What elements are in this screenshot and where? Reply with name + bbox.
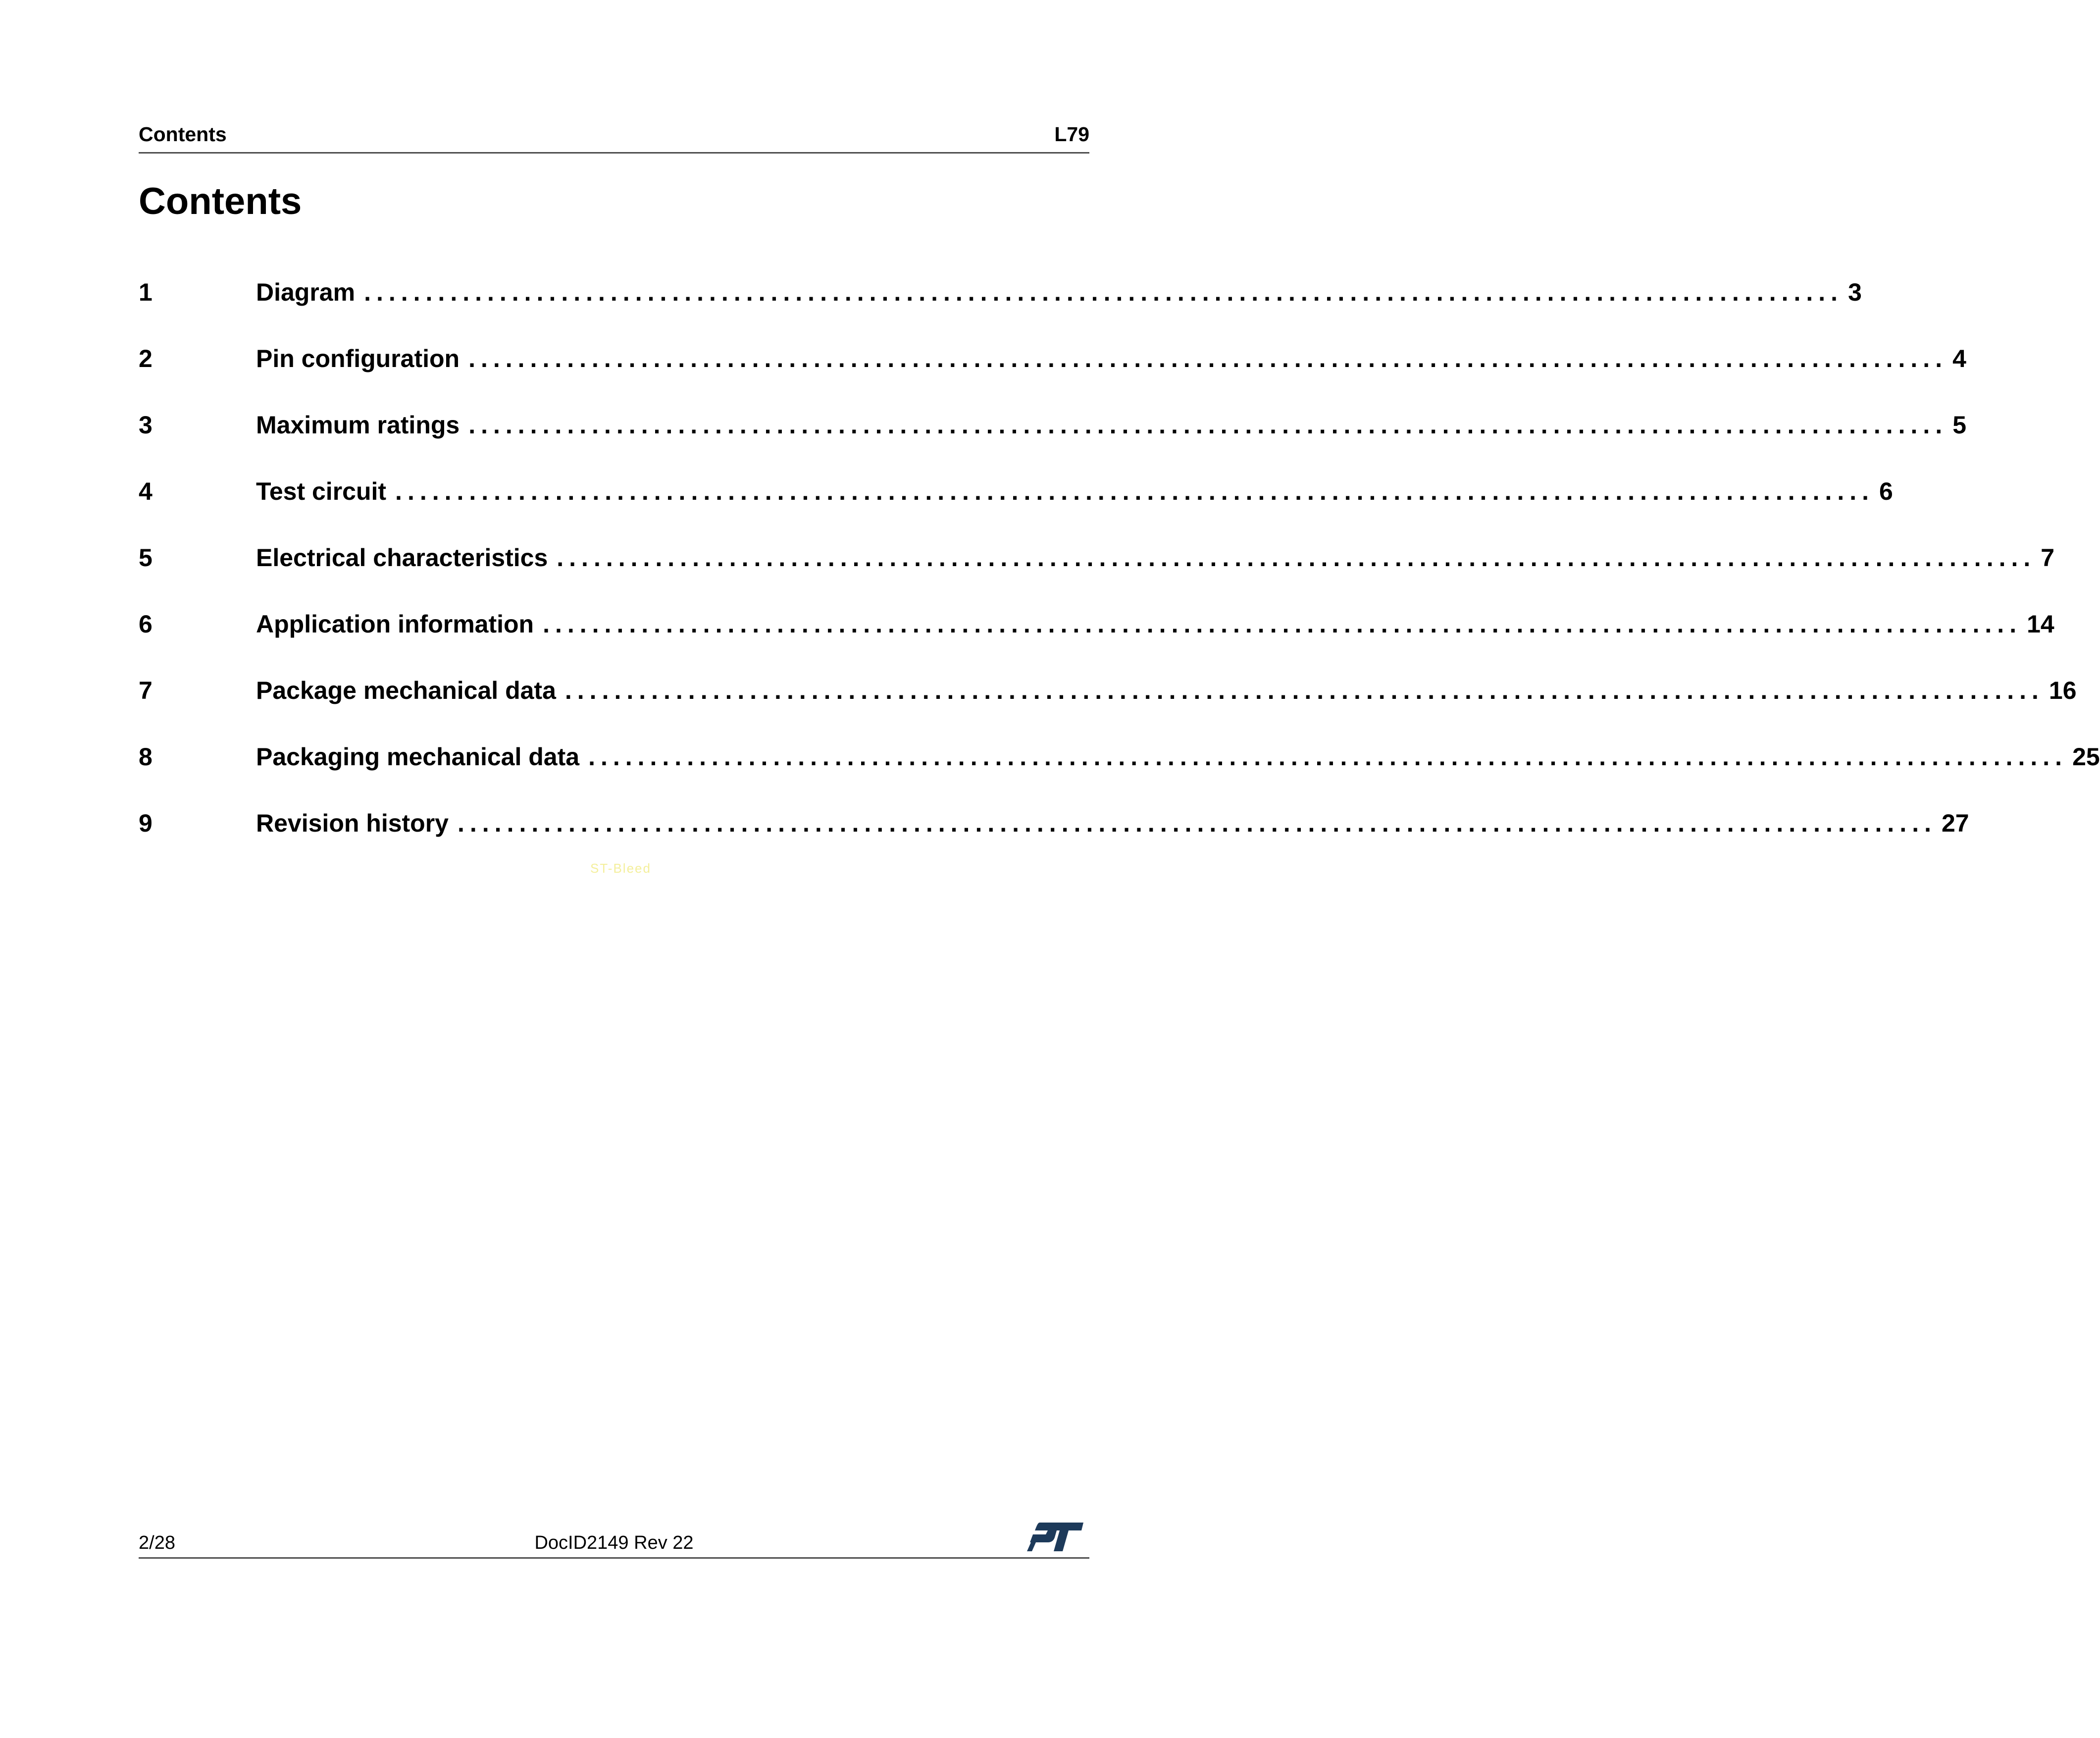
table-of-contents [139,275,2100,872]
toc-entry-number: 4 [139,477,153,505]
toc-leader-dots: ........................................................................................................................ [543,610,2022,638]
toc-entry-number: 7 [139,677,153,704]
toc-entry-title: Revision history [256,809,449,837]
toc-entry-number: 9 [139,809,153,837]
toc-entry-number: 5 [139,544,153,572]
toc-entry-page: 4 [1952,345,1966,372]
toc-entry-page: 27 [1942,809,1969,837]
st-logo-icon [1026,1521,1084,1553]
footer-page-number: 2/28 [139,1532,175,1553]
toc-entry-page: 6 [1879,477,1893,505]
toc-entry-maximum-ratings[interactable] [139,408,1967,474]
toc-leader-dots: ........................................................................................................................ [588,743,2068,771]
toc-leader-dots: ........................................................................................................................ [458,809,1937,837]
toc-entry-title: Application information [256,610,534,638]
toc-entry-title: Pin configuration [256,345,460,372]
header-section-label: Contents [139,123,227,146]
footer-document-id: DocID2149 Rev 22 [534,1532,694,1553]
toc-leader-dots: ........................................................................................................................ [564,677,2044,704]
toc-entry-title: Test circuit [256,477,387,505]
toc-leader-dots: ........................................................................................................................ [557,544,2036,572]
page-header [139,119,1089,154]
toc-entry-test-circuit[interactable] [139,474,1893,540]
toc-entry-number: 8 [139,743,153,771]
toc-entry-application-information[interactable] [139,607,2054,673]
toc-entry-page: 3 [1848,278,1862,306]
toc-leader-dots: ........................................................................................................................ [364,278,1844,306]
toc-entry-page: 16 [2049,677,2077,704]
faint-watermark-text: ST-Bleed [590,861,651,876]
page-title: Contents [139,180,302,222]
toc-entry-pin-configuration[interactable] [139,341,1966,408]
toc-entry-page: 5 [1952,411,1967,439]
toc-entry-number: 6 [139,610,153,638]
page-footer [139,1512,1089,1559]
toc-entry-page: 7 [2041,544,2055,572]
toc-entry-electrical-characteristics[interactable] [139,540,2055,607]
toc-entry-title: Maximum ratings [256,411,460,439]
toc-entry-title: Diagram [256,278,356,306]
toc-entry-diagram[interactable] [139,275,1862,341]
toc-entry-number: 2 [139,345,153,372]
toc-leader-dots: ........................................................................................................................ [468,345,1948,372]
toc-entry-packaging-mechanical-data[interactable] [139,739,2100,806]
toc-entry-title: Package mechanical data [256,677,556,704]
header-product-label: L79 [1054,123,1089,146]
toc-entry-number: 3 [139,411,153,439]
toc-entry-title: Electrical characteristics [256,544,548,572]
toc-entry-package-mechanical-data[interactable] [139,673,2077,739]
toc-entry-page: 14 [2027,610,2054,638]
toc-leader-dots: ........................................................................................................................ [468,411,1948,439]
toc-leader-dots: ........................................................................................................................ [395,477,1875,505]
toc-entry-number: 1 [139,278,153,306]
toc-entry-title: Packaging mechanical data [256,743,580,771]
toc-entry-page: 25 [2072,743,2100,771]
